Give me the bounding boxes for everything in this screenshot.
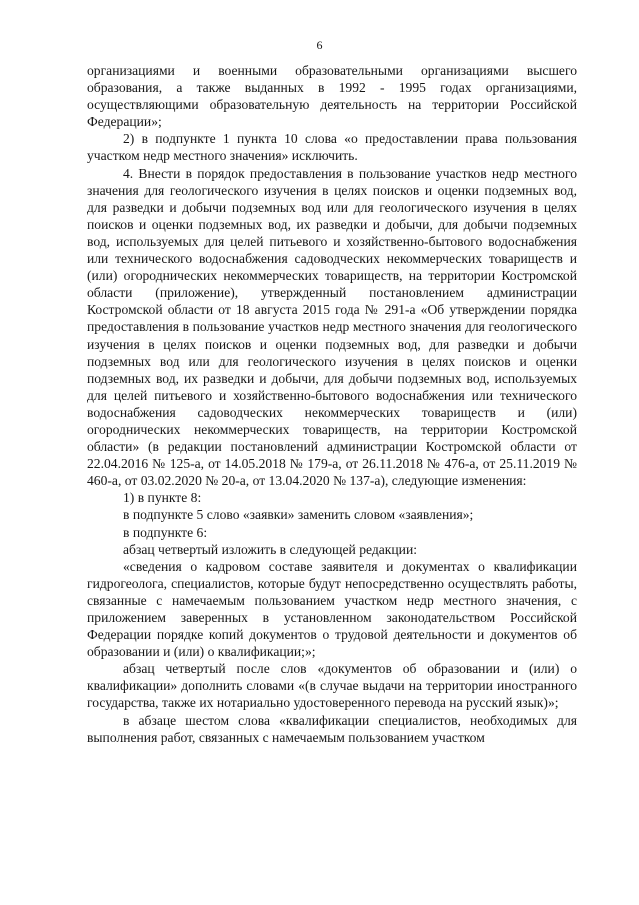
paragraph-quote-svedeniya: «сведения о кадровом составе заявителя и документах о квалификации гидрогеолога, специалистов, которые будут непосредственно осуществлять работы, связанные с намечаемым пользованием участком недр местного значения, с приложением заверенных в установленном законодательством Российской Федерации порядке копий документов о трудовой деятельности и документов об образовании и (или) о квалификации;»;	[87, 558, 577, 660]
paragraph-point-8: 1) в пункте 8:	[123, 490, 202, 506]
paragraph-item-4: 4. Внести в порядок предоставления в пользование участков недр местного значения для геологического изучения в целях поисков и оценки подземных вод, для разведки и добычи подземных вод или для геологического изучения в целях поисков и оценки подземных вод, их разведки и добычи, для добычи подземных вод, используемых для целей питьевого и хозяйственно-бытового водоснабжения или технического водоснабжения садоводческих некоммерческих товариществ и (или) огороднических некоммерческих товариществ, на территории Костромской области (приложение), утвержденный постановлением администрации Костромской области от 18 августа 2015 года № 291-а «Об утверждении порядка предоставления в пользование участков недр местного значения для геологического изучения в целях поисков и оценки подземных вод, для разведки и добычи подземных вод или для геологического изучения в целях поисков и оценки подземных вод, их разведки и добычи, для добычи подземных вод, используемых для целей питьевого и хозяйственно-бытового водоснабжения или технического водоснабжения садоводческих некоммерческих товариществ и (или) огороднических некоммерческих товариществ, на территории Костромской области» (в редакции постановлений администрации Костромской области от 22.04.2016 № 125-а, от 14.05.2018 № 179-а, от 26.11.2018 № 476-а, от 25.11.2019 № 460-а, от 03.02.2020 № 20-а, от 13.04.2020 № 137-а), следующие изменения:	[87, 165, 577, 489]
paragraph-subpoint-6: в подпункте 6:	[123, 524, 208, 540]
paragraph-continuation: организациями и военными образовательными организациями высшего образования, а также выданных в 1992 - 1995 годах организациями, осуществляющими образовательную деятельность на территории Российской Федерации»;	[87, 63, 577, 130]
paragraph-subpoint-5: в подпункте 5 слово «заявки» заменить словом «заявления»;	[123, 507, 474, 523]
page-number: 6	[316, 38, 323, 52]
document-body	[87, 62, 577, 746]
paragraph-abzac-4-edit: абзац четвертый изложить в следующей редакции:	[123, 541, 418, 557]
paragraph-subitem-2: 2) в подпункте 1 пункта 10 слова «о предоставлении права пользования участком недр местного значения» исключить.	[87, 131, 577, 164]
paragraph-abzac-6: в абзаце шестом слова «квалификации специалистов, необходимых для выполнения работ, связанных с намечаемым пользованием участком	[87, 712, 577, 745]
paragraph-abzac-4-add: абзац четвертый после слов «документов об образовании и (или) о квалификации» дополнить словами «(в случае выдачи на территории иностранного государства, также их нотариально удостоверенного перевода на русский язык)»;	[87, 661, 577, 711]
